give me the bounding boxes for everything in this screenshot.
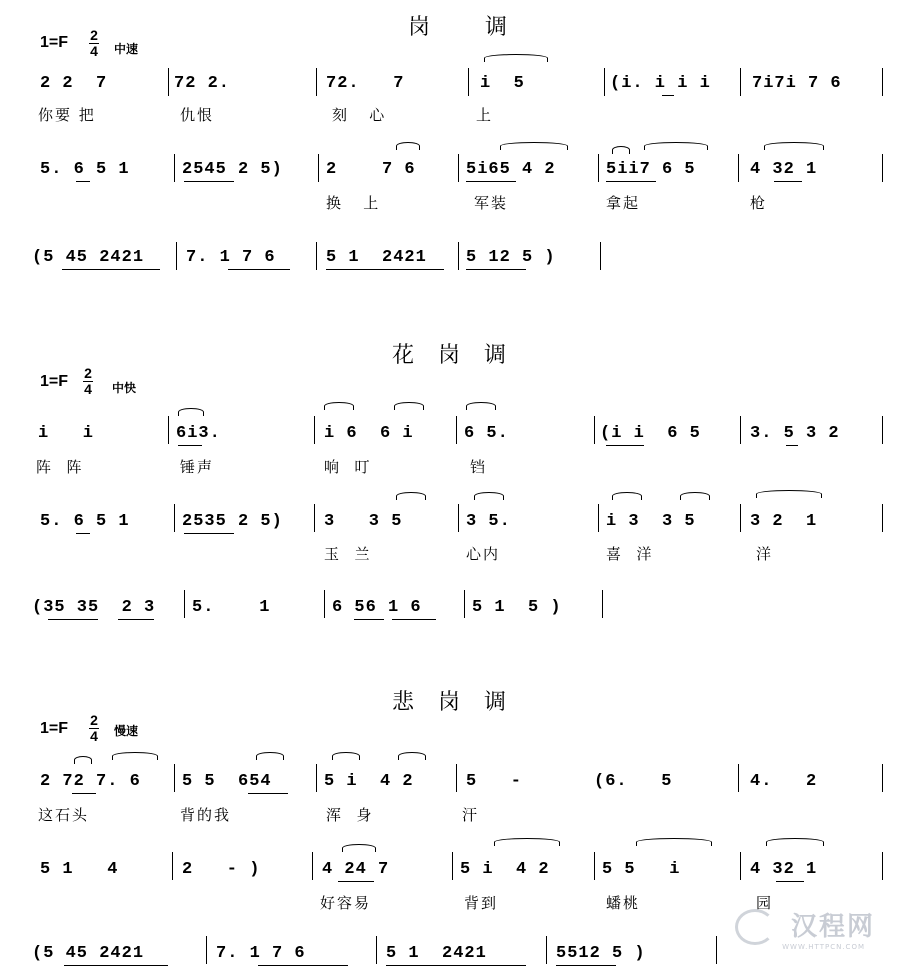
measure: i 6 6 i [324,424,414,443]
barline [168,68,169,96]
barline [458,504,459,532]
lyric: 锤声 [180,458,215,476]
lyric: 仇恨 [180,106,215,124]
measure: 3 5. [466,512,511,531]
measure: 5i65 4 2 [466,160,556,179]
barline [598,154,599,182]
underline [64,965,168,966]
underline [118,619,154,620]
barline [740,416,741,444]
lyric: 这石头 [38,806,90,824]
lyric: 洋 [756,545,774,563]
time-signature: 2 4 [84,365,92,397]
watermark: 汉程网 [790,912,875,942]
barline [468,68,469,96]
barline [716,936,717,964]
underline [606,181,656,182]
slur [394,402,424,410]
underline [776,881,804,882]
barline [174,764,175,792]
underline [774,181,802,182]
slur [474,492,504,500]
watermark-url: WWW.HTTPCN.COM [782,943,865,951]
lyric: 浑 身 [326,806,374,824]
barline [604,68,605,96]
lyric: 园 [756,894,774,912]
barline [458,242,459,270]
measure: 5 5 i [602,860,681,879]
slur [500,142,568,150]
lyric: 铛 [470,458,488,476]
lyric: 蟠桃 [606,894,641,912]
barline [316,242,317,270]
slur [112,752,158,760]
measure: 7. 1 7 6 [186,248,276,267]
barline [740,68,741,96]
lyric: 心内 [466,545,501,563]
slur [612,146,630,154]
lyric: 好容易 [320,894,372,912]
measure: 5 1 2421 [326,248,427,267]
measure: 5 i 4 2 [460,860,550,879]
barline [882,852,883,880]
underline [258,965,348,966]
measure: 3 3 5 [324,512,403,531]
song-title: 岗 调 [408,15,531,40]
lyric: 玉 兰 [324,545,372,563]
barline [738,154,739,182]
slur [256,752,284,760]
barline [314,416,315,444]
barline [546,936,547,964]
barline [172,852,173,880]
measure: 5 1 2421 [386,944,487,963]
barline [598,504,599,532]
barline [176,242,177,270]
barline [740,504,741,532]
measure: i i [38,424,95,443]
tempo-marking: 中快 [112,381,137,395]
measure: 5. 1 [192,598,271,617]
slur [74,756,92,764]
barline [594,852,595,880]
lyric: 背的我 [180,806,232,824]
barline [458,154,459,182]
measure: 4 32 1 [750,860,818,879]
barline [174,154,175,182]
measure: 7. 1 7 6 [216,944,306,963]
barline [314,504,315,532]
tempo-marking: 中速 [114,42,139,56]
barline [456,764,457,792]
barline [882,764,883,792]
slur [766,838,824,846]
lyric: 枪 [750,194,768,212]
underline [338,881,374,882]
underline [184,181,234,182]
underline [354,619,384,620]
underline [466,269,526,270]
measure: 3 2 1 [750,512,818,531]
barline [376,936,377,964]
measure: (i i 6 5 [600,424,701,443]
barline [600,242,601,270]
measure: 2 2 7 [40,74,108,93]
lyric: 刻 心 [332,106,387,124]
measure: 4 32 1 [750,160,818,179]
slur [636,838,712,846]
measure: (35 35 2 3 [32,598,156,617]
barline [316,764,317,792]
underline [48,619,98,620]
underline [386,965,526,966]
measure: i 5 [480,74,525,93]
lyric: 阵 阵 [36,458,84,476]
underline [76,181,90,182]
barline [316,68,317,96]
measure: 72. 7 [326,74,405,93]
underline [786,445,798,446]
measure: (5 45 2421 [32,248,145,267]
song-title: 花岗调 [392,343,531,368]
barline [456,416,457,444]
underline [178,445,202,446]
barline [184,590,185,618]
slur [680,492,710,500]
time-signature: 2 4 [90,27,98,59]
barline [738,764,739,792]
lyric: 你要 把 [38,106,96,124]
slur [756,490,822,498]
barline [318,154,319,182]
lyric: 拿起 [606,194,641,212]
measure: 5. 6 5 1 [40,512,130,531]
slur [764,142,824,150]
measure: 3. 5 3 2 [750,424,840,443]
lyric: 上 [476,106,494,124]
measure: 4 24 7 [322,860,390,879]
barline [312,852,313,880]
underline [248,793,288,794]
underline [184,533,234,534]
measure: 2 72 7. 6 [40,772,141,791]
barline [324,590,325,618]
slur [466,402,496,410]
measure: 5512 5 ) [556,944,646,963]
measure: 6i3. [176,424,221,443]
barline [882,68,883,96]
barline [882,504,883,532]
measure: 5ii7 6 5 [606,160,696,179]
slur [332,752,360,760]
measure: 2 7 6 [326,160,416,179]
slur [396,142,420,150]
underline [62,269,160,270]
barline [174,504,175,532]
barline [452,852,453,880]
key-signature: 1=F [40,373,69,390]
key-signature: 1=F [40,720,69,737]
measure: 5 1 4 [40,860,119,879]
slur [342,844,376,852]
measure: 5 i 4 2 [324,772,414,791]
measure: (6. 5 [594,772,673,791]
barline [464,590,465,618]
slur [398,752,426,760]
barline [740,852,741,880]
barline [602,590,603,618]
measure: 5 - [466,772,523,791]
slur [484,54,548,62]
slur [324,402,354,410]
measure: 2535 2 5) [182,512,283,531]
lyric: 喜 洋 [606,545,654,563]
underline [466,181,516,182]
measure: 6 5. [464,424,509,443]
barline [206,936,207,964]
underline [326,269,444,270]
barline [594,416,595,444]
underline [72,793,96,794]
tempo-marking: 慢速 [114,724,139,738]
lyric: 换 上 [326,194,381,212]
measure: 6 56 1 6 [332,598,422,617]
lyric: 军装 [474,194,509,212]
underline [556,965,616,966]
underline [392,619,436,620]
underline [662,95,674,96]
measure: 2545 2 5) [182,160,283,179]
slur [612,492,642,500]
measure: 7i7i 7 6 [752,74,842,93]
measure: 5 12 5 ) [466,248,556,267]
measure: 72 2. [174,74,231,93]
slur [644,142,708,150]
measure: (5 45 2421 [32,944,145,963]
key-signature: 1=F [40,34,69,51]
underline [606,445,644,446]
lyric: 汗 [462,806,480,824]
barline [882,154,883,182]
measure: 2 - ) [182,860,261,879]
time-signature: 2 4 [90,712,98,744]
measure: 5. 6 5 1 [40,160,130,179]
slur [178,408,204,416]
measure: i 3 3 5 [606,512,696,531]
barline [882,416,883,444]
lyric: 背到 [464,894,499,912]
measure: 5 1 5 ) [472,598,562,617]
watermark-logo-icon [735,909,775,945]
lyric: 响 叮 [324,458,372,476]
measure: 5 5 654 [182,772,272,791]
slur [494,838,560,846]
song-title: 悲岗调 [392,690,531,715]
measure: 4. 2 [750,772,818,791]
slur [396,492,426,500]
underline [76,533,90,534]
barline [168,416,169,444]
underline [228,269,290,270]
measure: (i. i i i [610,74,711,93]
